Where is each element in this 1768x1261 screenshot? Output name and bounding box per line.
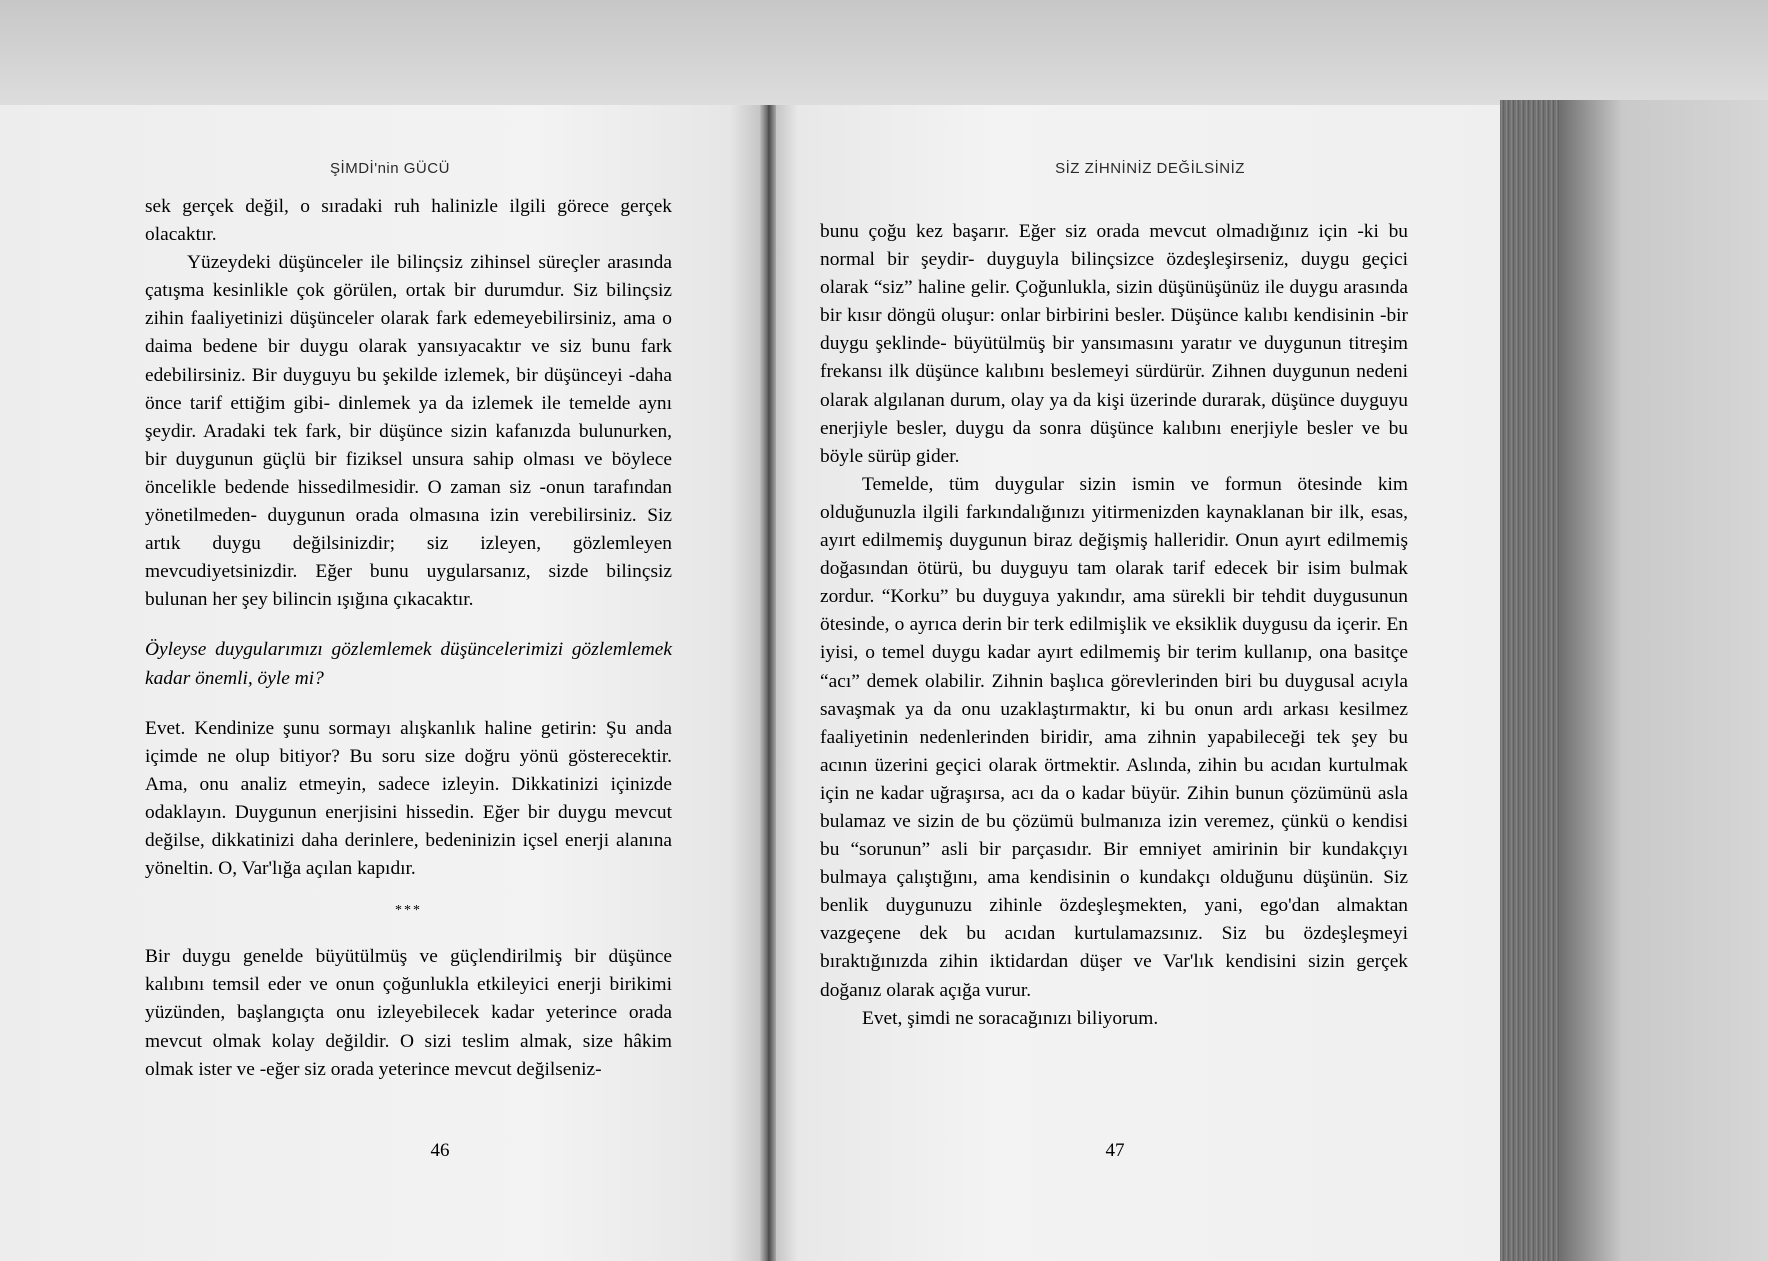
left-text-block <box>145 193 672 1084</box>
scanner-background <box>0 0 1768 105</box>
right-page-number: 47 <box>1105 1140 1125 1161</box>
paragraph: Temelde, tüm duygular sizin ismin ve formun ötesinde kim olduğunuzla ilgili farkındalığınızı yitirmenizden kaynaklanan bir ilk, esas, ayırt edilmemiş duygunun biraz değişmiş halleridir. Onun ayırt edilmemiş doğasından ötürü, bu duyguyu tam olarak tarif edecek bir isim bulmak zordur. “Korku” bu duyguya yakındır, ama sürekli bir tehdit duygusunun ötesinde, o ayrıca derin bir terk edilmişlik ve eksiklik duygusu da içerir. En iyisi, o temel duygu kadar ayırt edilmemiş bir terim kullanıp, ona basitçe “acı” demek olabilir. Zihnin başlıca görevlerinden biri bu duygusal acıyla savaşmak ya da onu uzaklaştırmaktır, ki bu onun ardı arkası kesilmez faaliyetinin nedenlerinden biridir, ama zihnin yapabileceği tek şey bu acının üzerini geçici olarak örtmektir. Aslında, zihin bu acıdan kurtulmak için ne kadar uğraşırsa, acı da o kadar büyür. Zihin bunun çözümünü asla bulamaz ve sizin de bu çözümü bulmanıza izin veremez, çünkü o kendisi bu “sorunun” asli bir parçasıdır. Bir emniyet amirinin bir kundakçıyı bulmaya çalıştığını, ama kendisinin o kundakçı olduğunu düşünün. Siz benlik duygunuzu zihinle özdeşleşmekten, yani, ego'dan almaktan vazgeçene dek bu acıdan kurtulamazsınız. Siz bu özdeşleşmeyi bıraktığınızda zihin iktidardan düşer ve Var'lık kendisini sizin gerçek doğanız olarak açığa vurur. <box>820 473 1408 1001</box>
spacer <box>145 693 672 715</box>
paragraph: sek gerçek değil, o sıradaki ruh halinizle ilgili görece gerçek olacaktır. <box>145 196 672 246</box>
right-running-head: SİZ ZİHNİNİZ DEĞİLSİNİZ <box>1055 160 1245 177</box>
left-page-number: 46 <box>430 1140 450 1161</box>
right-text-block <box>820 218 1408 1033</box>
paragraph: Bir duygu genelde büyütülmüş ve güçlendirilmiş bir düşünce kalıbını temsil eder ve onun çoğunlukla etkileyici enerji birikimi yüzünden, başlangıçta onu izleyebilecek kadar yeterince orada mevcut olmak kolay değildir. O sizi teslim almak, size hâkim olmak ister ve -eğer siz orada yeterince mevcut değilseniz- <box>145 946 672 1080</box>
paragraph: Yüzeydeki düşünceler ile bilinçsiz zihinsel süreçler arasında çatışma kesinlikle çok görülen, ortak bir durumdur. Siz bilinçsiz zihin faaliyetinizi düşünceler olarak fark edemeyebilirsiniz, ama o daima bedene bir duygu olarak yansıyacaktır ve siz bunu fark edebilirsiniz. Bir duyguyu bu şekilde izlemek, bir düşünceyi -daha önce tarif ettiğim gibi- dinlemek ya da izlemek ile temelde aynı şeydir. Aradaki tek fark, bir düşünce sizin kafanızda bulunurken, bir duygunun güçlü bir fiziksel unsura sahip olması ve böylece öncelikle bedende hissedilmesidir. O zaman siz -onun tarafından yönetilmeden- duygunun orada olmasına izin verebilirsiniz. Siz artık duygu değilsinizdir; siz izleyen, gözlemleyen mevcudiyetsinizdir. Eğer bunu uygularsanız, sizde bilinçsiz bulunan her şey bilincin ışığına çıkacaktır. <box>145 252 672 611</box>
paragraph: bunu çoğu kez başarır. Eğer siz orada mevcut olmadığınız için -ki bu normal bir şeydir- duyguyla bilinçsizce özdeşleşirseniz, duygu geçici olarak “siz” haline gelir. Çoğunlukla, sizin düşünüşünüz ile duygu arasında bir kısır döngü oluşur: onlar birbirini besler. Düşünce kalıbı kendisinin -bir duygu şeklinde- büyütülmüş bir yansımasını yaratır ve duygunun titreşim frekansı ilk düşünce kalıbını beslemeyi sürdürür. Zihnen duygunun nedeni olarak algılanan durum, olay ya da kişi üzerinde durarak, düşünce duyguyu enerjiyle besler, duygu da sonra düşünce kalıbını enerjiyle besler ve bu böyle sürüp gider. <box>820 221 1408 467</box>
section-separator: *** <box>395 903 422 919</box>
book-gutter <box>760 105 776 1261</box>
paragraph: Evet, şimdi ne soracağınızı biliyorum. <box>862 1007 1159 1029</box>
left-running-head: ŞİMDİ'nin GÜCÜ <box>330 160 450 177</box>
page-edges <box>1500 100 1768 1261</box>
answer-paragraph: Evet. Kendinize şunu sormayı alışkanlık haline getirin: Şu anda içimde ne olup bitiyor? Bu soru size doğru yönü gösterecektir. Ama, onu analiz etmeyin, sadece izleyin. Dikkatinizi içinizde odaklayın. Duygunun enerjisini hissedin. Eğer bir duygu mevcut değilse, dikkatinizi daha derinlere, bedeninizin içsel enerji alanına yöneltin. O, Var'lığa açılan kapıdır. <box>145 717 672 880</box>
spacer <box>145 614 672 636</box>
question-paragraph: Öyleyse duygularımızı gözlemlemek düşüncelerimizi gözlemlemek kadar önemli, öyle mi? <box>145 639 672 689</box>
